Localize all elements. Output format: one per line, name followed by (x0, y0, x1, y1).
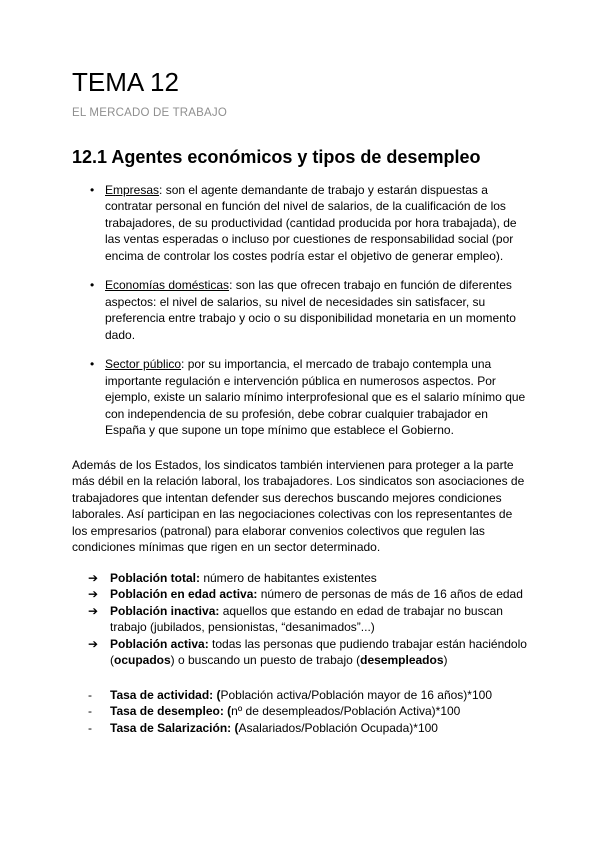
list-item (88, 703, 528, 720)
list-marker: ➔ (88, 570, 99, 585)
list-item (90, 356, 528, 439)
list-marker: • (90, 357, 95, 372)
list-text: Tasa de actividad: (Población activa/Población mayor de 16 años)*100 (110, 687, 492, 702)
list-item (90, 182, 528, 265)
document-title: TEMA 12 (72, 67, 179, 97)
rates-formulas-dash-list (72, 687, 528, 737)
list-marker: ➔ (88, 587, 99, 602)
list-text: Economías domésticas: son las que ofrecen trabajo en función de diferentes aspectos: el nivel de salarios, su nivel de necesidades sin satisfacer, su preferencia entre trabajo y ocio o su disponibilidad monetaria en un momento dado. (105, 278, 516, 342)
list-marker: • (90, 182, 95, 197)
section-heading: 12.1 Agentes económicos y tipos de desempleo (72, 146, 481, 167)
list-marker: • (90, 278, 95, 293)
list-marker: - (88, 720, 92, 735)
list-item (88, 570, 528, 587)
list-item (88, 636, 528, 669)
list-item (88, 720, 528, 737)
unions-paragraph: Además de los Estados, los sindicatos también intervienen para proteger a la parte más débil en la relación laboral, los trabajadores. Los sindicatos son asociaciones de trabajadores que intentan defender sus derechos buscando mejores condiciones laborales. Así participan en las negociaciones colectivas con los representantes de los empresarios (patronal) para elaborar convenios colectivos que regulen las condiciones mínimas que rigen en un sector determinado. (72, 457, 525, 555)
list-item (88, 603, 528, 636)
list-text: Tasa de Salarización: (Asalariados/Población Ocupada)*100 (110, 720, 438, 735)
list-item (88, 687, 528, 704)
list-text: Población inactiva: aquellos que estando en edad de trabajar no buscan trabajo (jubilados, pensionistas, “desanimados”...) (110, 603, 503, 635)
list-marker: - (88, 704, 92, 719)
population-definitions-arrow-list (72, 570, 528, 669)
list-marker: ➔ (88, 603, 99, 618)
document-subtitle: EL MERCADO DE TRABAJO (72, 106, 228, 119)
list-text: Sector público: por su importancia, el mercado de trabajo contempla una importante regulación e intervención pública en numerosos aspectos. Por ejemplo, existe un salario mínimo interprofesional que es el salario mínimo que con independencia de su profesión, debe cobrar cualquier trabajador en España y que supone un tope mínimo que establece el Gobierno. (105, 357, 526, 438)
list-text: Empresas: son el agente demandante de trabajo y estarán dispuestas a contratar personal en función del nivel de salarios, de la cualificación de los trabajadores, de su productividad (cantidad producida por hora trabajada), de las ventas esperadas o incluso por cuestiones de responsabilidad social (por encima de controlar los costes podría estar el objetivo de generar empleo). (105, 182, 517, 263)
list-text: Tasa de desempleo: (nº de desempleados/Población Activa)*100 (110, 704, 461, 719)
economic-agents-bullet-list (72, 182, 528, 439)
list-text: Población en edad activa: número de personas de más de 16 años de edad (110, 587, 523, 602)
list-item (88, 586, 528, 603)
list-text: Población activa: todas las personas que pudiendo trabajar están haciéndolo (ocupados) o buscando un puesto de trabajo (desempleados) (110, 636, 527, 668)
list-marker: - (88, 687, 92, 702)
list-marker: ➔ (88, 636, 99, 651)
list-item (90, 277, 528, 343)
list-text: Población total: número de habitantes existentes (110, 570, 377, 585)
